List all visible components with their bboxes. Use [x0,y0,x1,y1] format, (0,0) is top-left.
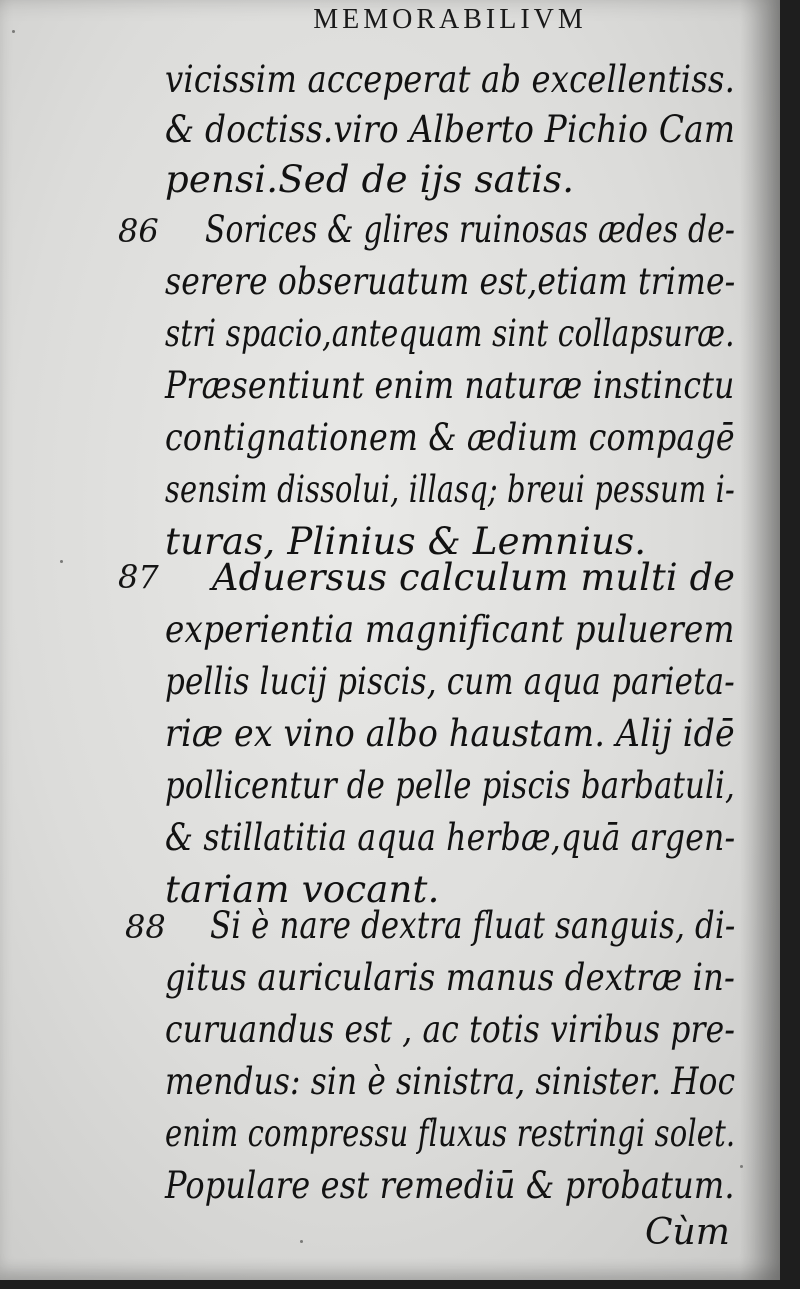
text-line: mendus: sin è sinistra, sinister. Hoc [165,1060,736,1103]
text-line: experientia magnificant puluerem [165,608,735,651]
text-line: curuandus est , ac totis viribus pre- [165,1008,736,1051]
catchword: Cùm [645,1212,730,1253]
running-head: MEMORABILIVM [313,4,587,35]
paragraph-number: 86 [118,212,159,250]
paragraph-number: 88 [125,908,166,946]
text-line: serere obseruatum est,etiam trime- [165,260,736,303]
text-line: riæ ex vino albo haustam. Alij idē [165,712,735,755]
text-line: enim compressu fluxus restringi solet. [165,1112,736,1155]
text-line: Si è nare dextra fluat sanguis, di- [210,904,736,947]
page-edge-shadow [740,0,780,1280]
text-line: Populare est remediū & probatum. [165,1164,735,1207]
text-line: pensi.Sed de ijs satis. [165,158,575,201]
paragraph-number: 87 [118,558,159,596]
text-line: gitus auricularis manus dextræ in- [165,956,736,999]
text-line: tariam vocant. [165,868,440,911]
paper-speck [12,30,15,33]
text-line: contignationem & ædium compagē [165,416,735,459]
text-line: & stillatitia aqua herbæ,quā argen- [165,816,736,859]
text-line: Præsentiunt enim naturæ instinctu [165,364,735,407]
text-line: stri spacio,antequam sint collapsuræ. [165,312,735,355]
text-line: Sorices & glires ruinosas ædes de- [205,208,736,251]
paper-speck [740,1165,743,1168]
text-line: & doctiss.viro Alberto Pichio Cam [165,108,736,151]
text-line: Aduersus calculum multi de [212,556,736,599]
text-line: pollicentur de pelle piscis barbatuli, [165,764,736,807]
text-line: sensim dissolui, illasq; breui pessum i- [165,468,735,511]
paper-speck [300,1240,303,1243]
text-line: turas, Plinius & Lemnius. [165,520,647,563]
text-line: vicissim acceperat ab excellentiss. [165,58,736,101]
text-line: pellis lucij piscis, cum aqua parieta- [165,660,735,703]
paper-speck [60,560,63,563]
